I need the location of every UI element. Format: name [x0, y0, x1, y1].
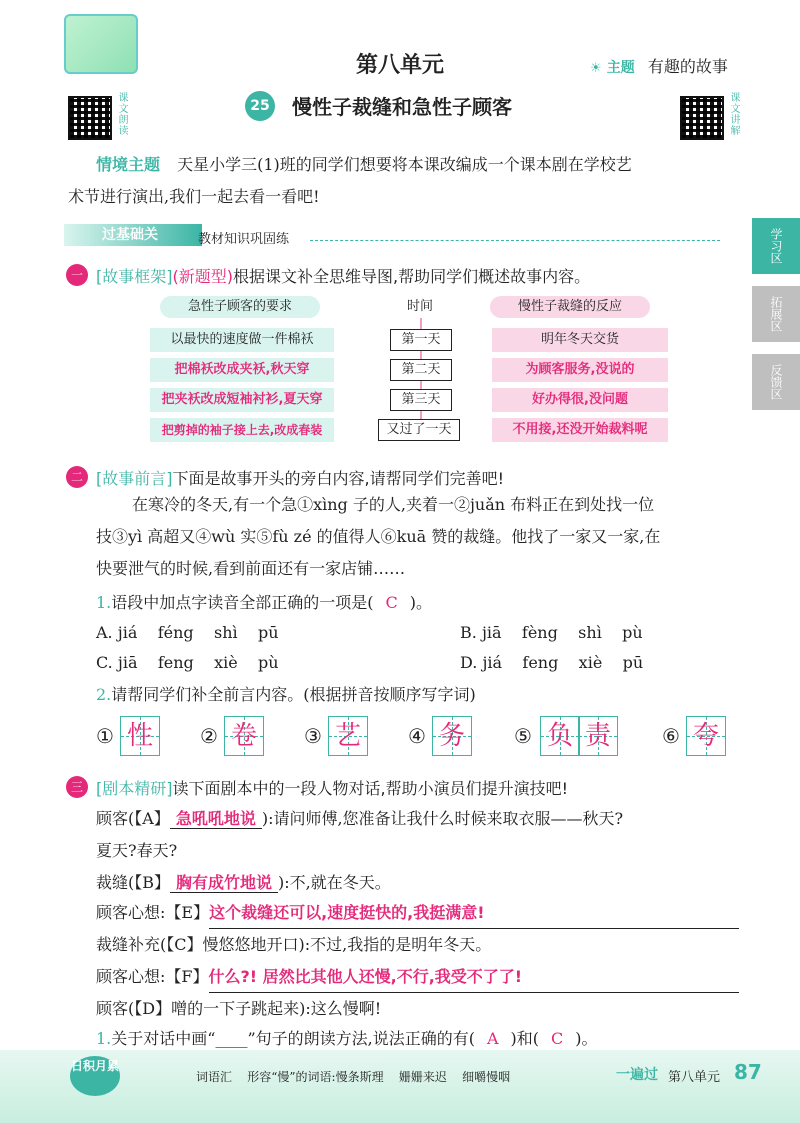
lesson-title: 慢性子裁缝和急性子顾客: [292, 95, 512, 119]
section-1-head: [故事框架](新题型)根据课文补全思维导图,帮助同学们概述故事内容。: [96, 267, 591, 286]
section-2-number: 二: [66, 466, 88, 488]
script-line-7: 顾客(【D】噌的一下子跳起来):这么慢啊!: [96, 999, 382, 1018]
circle-mark: ⑤: [514, 724, 532, 748]
intro-label: 情境主题: [96, 155, 161, 174]
mindmap-row-left: 把棉袄改成夹袄,秋天穿: [150, 358, 334, 382]
footer: [0, 1050, 800, 1123]
tab-extend[interactable]: 拓展区: [752, 286, 800, 342]
story-line-3: 快要泄气的时候,看到前面还有一家店铺……: [96, 559, 406, 578]
circle-mark: ⑥: [662, 724, 680, 748]
qr-code-left[interactable]: [68, 96, 112, 140]
char-box[interactable]: 责: [578, 716, 618, 756]
qr-label-left: 课文朗读: [116, 92, 127, 136]
blank-b[interactable]: 胸有成竹地说: [170, 873, 278, 893]
divider: [310, 240, 720, 241]
circle-mark: ③: [304, 724, 322, 748]
mindmap-row-day: 又过了一天: [378, 419, 460, 441]
char-box[interactable]: 负: [540, 716, 580, 756]
footer-unit: 第八单元: [668, 1070, 721, 1085]
footer-text: 词语汇 形容“慢”的词语:慢条斯理 姗姗来迟 细嚼慢咽: [196, 1070, 511, 1084]
question-3-1: 1.关于对话中画“____”句子的朗读方法,说法正确的有( A )和( C )。: [96, 1029, 598, 1048]
mindmap-row-left: 把夹袄改成短袖衬衫,夏天穿: [150, 388, 334, 412]
section-1-number: 一: [66, 264, 88, 286]
char-box[interactable]: 卷: [224, 716, 264, 756]
story-line-2: 技③yì 高超又④wù 实⑤fù zé 的值得人⑥kuā 赞的裁缝。他找了一家又一家,在: [96, 527, 661, 546]
circle-mark: ①: [96, 724, 114, 748]
sun-icon: ☀: [590, 61, 602, 76]
question-2-1: 1.语段中加点字读音全部正确的一项是( C )。: [96, 593, 433, 612]
tab-feedback[interactable]: 反馈区: [752, 354, 800, 410]
intro-line-2: 术节进行演出,我们一起去看一看吧!: [68, 187, 320, 206]
page-number: 87: [734, 1060, 762, 1084]
mindmap-row-right: 明年冬天交货: [492, 328, 668, 352]
mindmap: [150, 296, 670, 446]
footer-brand: 一遍过: [616, 1067, 658, 1083]
mindmap-row-right: 为顾客服务,没说的: [492, 358, 668, 382]
char-box[interactable]: 务: [432, 716, 472, 756]
char-box[interactable]: 艺: [328, 716, 368, 756]
option-c[interactable]: C. jiā feng xiè pù: [96, 653, 279, 672]
mindmap-row-day: 第二天: [390, 359, 452, 381]
blank-e[interactable]: 这个裁缝还可以,速度挺快的,我挺满意!: [209, 898, 739, 929]
unit-title: 第八单元: [355, 53, 444, 78]
option-d[interactable]: D. jiá feng xiè pū: [460, 653, 644, 672]
option-a[interactable]: A. jiá féng shì pū: [96, 623, 279, 642]
section-band: 过基础关: [64, 224, 202, 246]
mindmap-mid-header: 时间: [406, 299, 433, 314]
character-boxes: [96, 716, 756, 760]
script-line-3: 裁缝(【B】 胸有成竹地说 ):不,就在冬天。: [96, 873, 391, 892]
mindmap-row-left: 把剪掉的袖子接上去,改成春装: [150, 418, 334, 442]
section-2-head: [故事前言]下面是故事开头的旁白内容,请帮同学们完善吧!: [96, 469, 505, 488]
script-line-2: 夏天?春天?: [96, 841, 178, 860]
story-line-1: 在寒冷的冬天,有一个急①xìng 子的人,夹着一②juǎn 布料正在到处找一位: [132, 495, 655, 514]
mindmap-right-header: 慢性子裁缝的反应: [490, 296, 650, 318]
script-line-1: 顾客(【A】 急吼吼地说 ):请问师傅,您准备让我什么时候来取衣服——秋天?: [96, 809, 624, 828]
mindmap-row-day: 第一天: [390, 329, 452, 351]
footer-badge: 日积月累: [70, 1056, 120, 1096]
mindmap-row-right: 不用接,还没开始裁料呢: [492, 418, 668, 442]
question-2-2: 2.请帮同学们补全前言内容。(根据拼音按顺序写字词): [96, 685, 476, 704]
mindmap-left-header: 急性子顾客的要求: [160, 296, 320, 318]
section-band-sub: 教材知识巩固练: [198, 232, 290, 247]
script-line-6: 顾客心想:【F】什么?! 居然比其他人还慢,不行,我受不了了!: [96, 962, 739, 993]
circle-mark: ②: [200, 724, 218, 748]
option-b[interactable]: B. jiā fèng shì pù: [460, 623, 643, 642]
blank-a[interactable]: 急吼吼地说: [170, 809, 262, 829]
section-3-head: [剧本精研]读下面剧本中的一段人物对话,帮助小演员们提升演技吧!: [96, 779, 569, 798]
char-box[interactable]: 夸: [686, 716, 726, 756]
section-3-number: 三: [66, 776, 88, 798]
intro-line-1: 情境主题 天星小学三(1)班的同学们想要将本课改编成一个课本剧在学校艺: [96, 155, 632, 174]
mindmap-row-left: 以最快的速度做一件棉袄: [150, 328, 334, 352]
char-box[interactable]: 性: [120, 716, 160, 756]
script-line-4: 顾客心想:【E】这个裁缝还可以,速度挺快的,我挺满意!: [96, 898, 739, 929]
circle-mark: ④: [408, 724, 426, 748]
qr-code-right[interactable]: [680, 96, 724, 140]
blank-f[interactable]: 什么?! 居然比其他人还慢,不行,我受不了了!: [209, 962, 739, 993]
tab-study[interactable]: 学习区: [752, 218, 800, 274]
theme: ☀ 主题 有趣的故事: [590, 57, 728, 76]
mindmap-row-right: 好办得很,没问题: [492, 388, 668, 412]
qr-label-right: 课文讲解: [728, 92, 739, 136]
lesson-number: 25: [245, 91, 275, 121]
script-line-5: 裁缝补充(【C】慢悠悠地开口):不过,我指的是明年冬天。: [96, 935, 492, 954]
mindmap-row-day: 第三天: [390, 389, 452, 411]
